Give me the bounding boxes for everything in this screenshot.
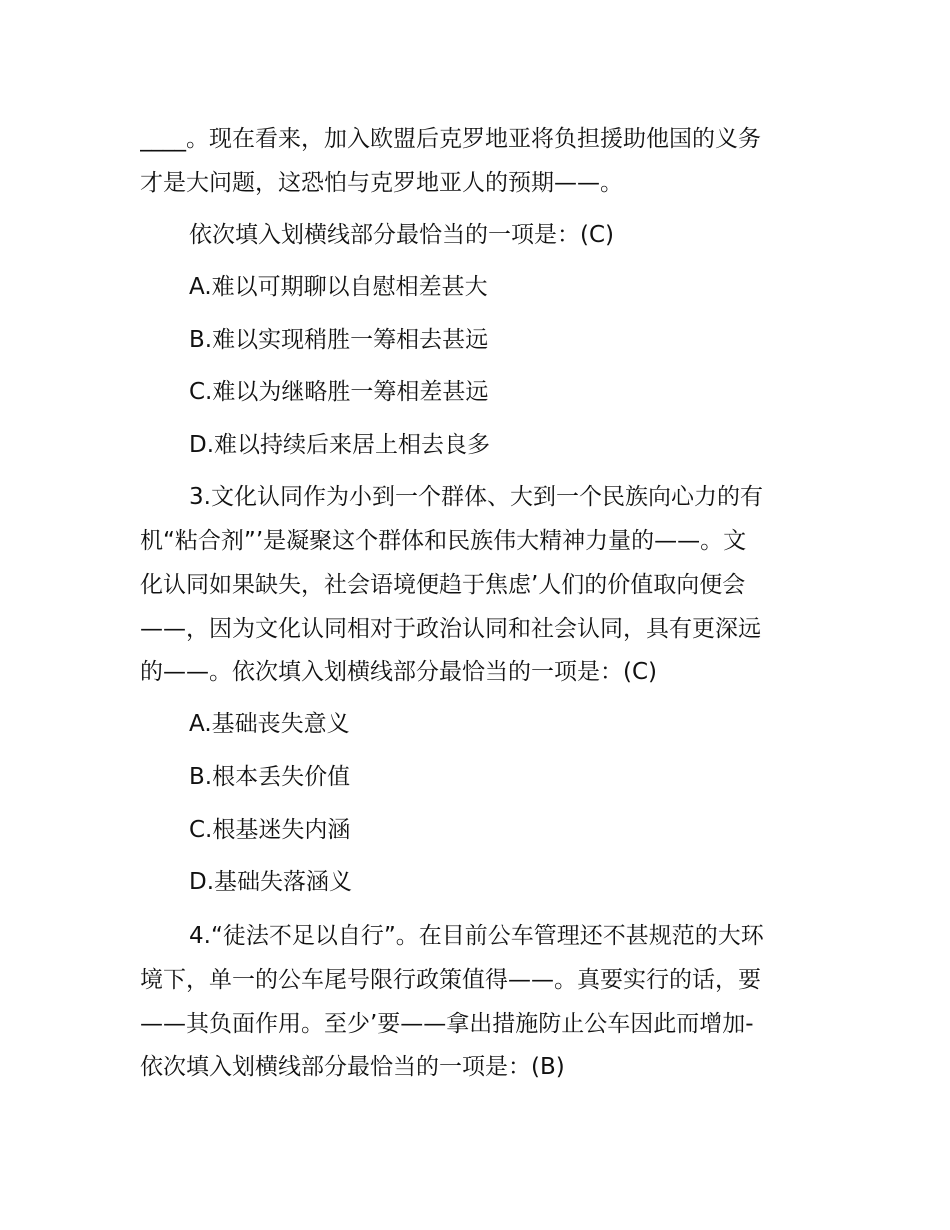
question-3-option-a: A.基础丧失意义 bbox=[189, 711, 350, 737]
passage-line-1: ____。现在看来，加入欧盟后克罗地亚将负担援助他国的义务 bbox=[140, 126, 761, 152]
question-2-option-c: C.难以为继略胜一筹相差甚远 bbox=[189, 379, 489, 405]
question-2-option-a: A.难以可期聊以自慰相差甚大 bbox=[189, 274, 488, 300]
question-3-line-1: 3.文化认同作为小到一个群体、大到一个民族向心力的有 bbox=[189, 484, 763, 510]
question-3-line-3: 化认同如果缺失，社会语境便趋于焦虑’人们的价值取向便会 bbox=[140, 572, 746, 598]
question-3-option-c: C.根基迷失内涵 bbox=[189, 817, 351, 843]
question-4-line-1: 4.“徒法不足以自行”。在目前公车管理还不甚规范的大环 bbox=[189, 923, 764, 949]
question-3-line-5: 的——。依次填入划横线部分最恰当的一项是：(C) bbox=[140, 659, 658, 685]
question-3-line-2: 机“粘合剂”’是凝聚这个群体和民族伟大精神力量的——。文 bbox=[140, 528, 747, 554]
question-3-line-4: ——，因为文化认同相对于政治认同和社会认同，具有更深远 bbox=[140, 616, 761, 642]
question-4-line-2: 境下，单一的公车尾号限行政策值得——。真要实行的话，要 bbox=[140, 967, 761, 993]
passage-line-2: 才是大问题，这恐怕与克罗地亚人的预期——。 bbox=[140, 170, 623, 196]
question-2-prompt: 依次填入划横线部分最恰当的一项是：(C) bbox=[189, 222, 615, 248]
question-2-option-d: D.难以持续后来居上相去良多 bbox=[189, 432, 491, 458]
question-2-option-b: B.难以实现稍胜一筹相去甚远 bbox=[189, 327, 489, 353]
question-3-option-b: B.根本丢失价值 bbox=[189, 764, 351, 790]
question-4-line-4: 依次填入划横线部分最恰当的一项是：(B) bbox=[140, 1054, 565, 1080]
question-3-option-d: D.基础失落涵义 bbox=[189, 869, 353, 895]
question-4-line-3: ——其负面作用。至少’要——拿出措施防止公车因此而增加- bbox=[140, 1011, 754, 1037]
